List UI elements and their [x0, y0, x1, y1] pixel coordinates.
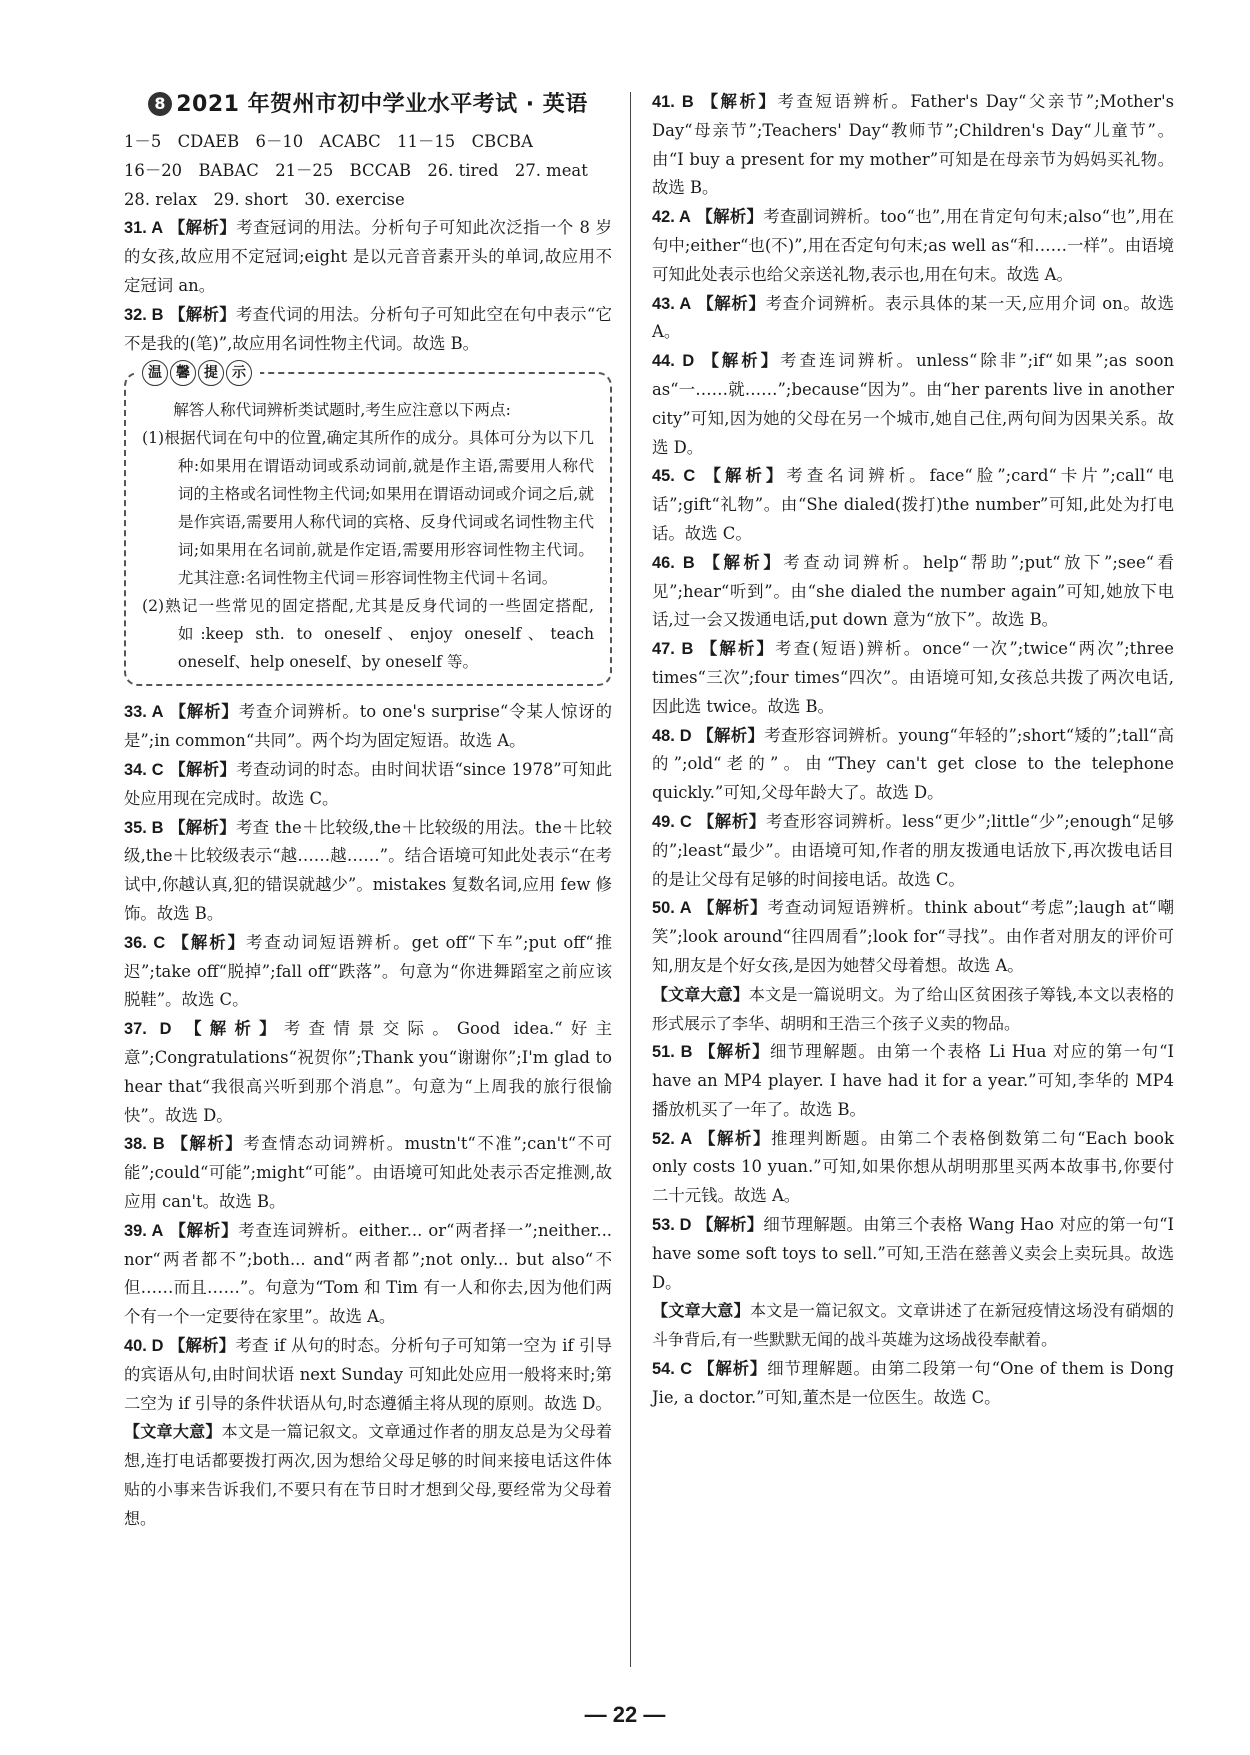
answer-explanation [652, 203, 1174, 289]
analysis-tag: 【解析】 [701, 92, 778, 111]
question-number: 36. C [124, 933, 166, 952]
analysis-tag: 【解析】 [704, 466, 787, 486]
explanation-text: 考查名词辨析。face“脸”;card“卡片”;call“电话”;gift“礼物”。由“She dialed(拨打)the number”可知,此处为打电话。故选 C。 [652, 466, 1175, 543]
analysis-tag: 【解析】 [703, 552, 784, 572]
question-number: 46. B [652, 553, 695, 572]
explanation-text: 考查情态动词辨析。mustn't“不准”;can't“不可能”;could“可能”;might“可能”。由语境可知此处表示否定推测,故应用 can't。故选 B。 [124, 1134, 612, 1211]
left-column [124, 88, 612, 1533]
column-divider [630, 92, 631, 1667]
explanation-text: 细节理解题。由第二段第一句“One of them is Dong Jie, a doctor.”可知,董杰是一位医生。故选 C。 [652, 1359, 1174, 1407]
answer-explanation [652, 347, 1174, 462]
explanation-text: 细节理解题。由第三个表格 Wang Hao 对应的第一句“I have some soft toys to sell.”可知,王浩在慈善义卖会上卖玩具。故选 D。 [652, 1215, 1174, 1292]
analysis-tag: 【解析】 [171, 1134, 244, 1154]
analysis-tag: 【解析】 [698, 1359, 768, 1379]
analysis-tag: 【解析】 [699, 1042, 770, 1062]
analysis-tag: 【解析】 [185, 1019, 284, 1039]
question-number: 31. A [124, 219, 164, 238]
tip-label: 温 馨 提 示 [136, 359, 260, 387]
explanation-text: 考查 the＋比较级,the＋比较级的用法。the＋比较级,the＋比较级表示“越……越……”。结合语境可知此处表示“在考试中,你越认真,犯的错误就越少”。mistakes 复数名词,应用 few 修饰。故选 B。 [124, 817, 613, 923]
explanation-text: 考查形容词辨析。young“年轻的”;short“矮的”;tall“高的”;old“老的”。由“They can't get close to the telephone quickly.”可知,父母年龄大了。故选 D。 [652, 725, 1174, 803]
answer-line: 16－20 BABAC 21－25 BCCAB 26. tired 27. meat [124, 160, 588, 180]
answer-explanation [652, 1038, 1174, 1124]
explanation-text: 细节理解题。由第一个表格 Li Hua 对应的第一句“I have an MP4 player. I have had it for a year.”可知,李华的 MP4 播放机买了一年了。故选 B。 [652, 1042, 1175, 1119]
explanation-text: 考查形容词辨析。less“更少”;little“少”;enough“足够的”;least“最少”。由语境可知,作者的朋友拨通电话放下,再次拨电话目的是让父母有足够的时间接电话。故选 C。 [652, 811, 1174, 889]
analysis-tag: 【解析】 [168, 218, 237, 238]
question-number: 43. A [652, 294, 692, 313]
tip-point: (1)根据代词在句中的位置,确定其所作的成分。具体可分为以下几种:如果用在谓语动词或系动词前,就是作主语,需要用人称代词的主格或名词性物主代词;如果用在谓语动词或介词之后,就是作宾语,需要用人称代词的宾格、反身代词或名词性物主代词;如果用在名词前,就是作定语,需要用形容词性物主代词。尤其注意:名词性物主代词＝形容词性物主代词＋名词。 [142, 429, 594, 588]
article-summary: 【文章大意】本文是一篇说明文。为了给山区贫困孩子筹钱,本文以表格的形式展示了李华、胡明和王浩三个孩子义卖的物品。 [652, 984, 1174, 1033]
right-column [652, 88, 1174, 1413]
explanation-text: 考查冠词的用法。分析句子可知此次泛指一个 8 岁的女孩,故应用不定冠词;eight 是以元音音素开头的单词,故应用不定冠词 an。 [124, 218, 613, 295]
analysis-tag: 【解析】 [169, 759, 237, 779]
answer-explanation [124, 756, 612, 814]
question-number: 48. D [652, 726, 692, 745]
explanation-text: 考查介词辨析。表示具体的某一天,应用介词 on。故选 A。 [652, 293, 1174, 342]
question-number: 39. A [124, 1221, 164, 1240]
analysis-tag: 【解析】 [168, 1335, 236, 1355]
analysis-tag: 【解析】 [697, 725, 765, 745]
explanation-text: 考查(短语)辨析。once“一次”;twice“两次”;three times“三次”;four times“四次”。由语境可知,女孩总共拨了两次电话,因此选 twice。故选 B。 [652, 639, 1175, 716]
tip-box [124, 365, 612, 686]
question-number: 50. A [652, 899, 692, 918]
question-number: 40. D [124, 1336, 164, 1355]
answer-explanation [652, 88, 1174, 203]
question-number: 51. B [652, 1043, 693, 1062]
analysis-tag: 【解析】 [697, 898, 768, 918]
analysis-tag: 【解析】 [696, 1215, 764, 1235]
explanation-text: 考查情景交际。Good idea.“好主意”;Congratulations“祝贺你”;Thank you“谢谢你”;I'm glad to hear that“我很高兴听到那个消息”。句意为“上周我的旅行很愉快”。故选 D。 [124, 1019, 613, 1125]
explanation-text: 考查动词短语辨析。think about“考虑”;laugh at“嘲笑”;look around“往四周看”;look for“寻找”。由作者对朋友的评价可知,朋友是个好女孩,是因为她替父母着想。故选 A。 [652, 898, 1174, 975]
explanation-text: 考查 if 从句的时态。分析句子可知第一空为 if 引导的宾语从句,由时间状语 next Sunday 可知此处应用一般将来时;第二空为 if 引导的条件状语从句,时态遵循主将从现的原则。故选 D。 [124, 1335, 612, 1413]
explanation-text: 考查动词短语辨析。get off“下车”;put off“推迟”;take off“脱掉”;fall off“跌落”。句意为“你进舞蹈室之前应该脱鞋”。故选 C。 [124, 932, 612, 1010]
explanation-text: 考查介词辨析。to one's surprise“令某人惊讶的是”;in common“共同”。两个均为固定短语。故选 A。 [124, 702, 612, 751]
question-number: 35. B [124, 818, 164, 837]
question-number: 42. A [652, 208, 691, 227]
answer-explanation [652, 549, 1174, 635]
answer-explanation [652, 462, 1174, 548]
explanation-text: 考查动词辨析。help“帮助”;put“放下”;see“看见”;hear“听到”。由“she dialed the number again”可知,她放下电话,过一会又拨通电话,put down 意为“放下”。故选 B。 [652, 552, 1174, 630]
question-number: 53. D [652, 1216, 692, 1235]
analysis-tag: 【解析】 [169, 702, 239, 722]
question-number: 34. C [124, 760, 164, 779]
explanation-text: 考查代词的用法。分析句子可知此空在句中表示“它不是我的(笔)”,故应用名词性物主代词。故选 B。 [124, 304, 612, 353]
explanation-text: 考查连词辨析。unless“除非”;if“如果”;as soon as“一……就……”;because“因为”。由“her parents live in another city”可知,因为她的父母在另一个城市,她自己住,两句间为因果关系。故选 D。 [652, 351, 1175, 457]
analysis-tag: 【解析】 [702, 351, 781, 371]
answer-explanation [652, 722, 1174, 808]
answer-explanation [652, 290, 1174, 348]
question-number: 45. C [652, 467, 696, 486]
analysis-tag: 【解析】 [696, 207, 764, 227]
question-number: 38. B [124, 1135, 165, 1154]
question-number: 44. D [652, 352, 695, 371]
tip-intro: 解答人称代词辨析类试题时,考生应注意以下两点: [173, 401, 511, 420]
answer-explanation [124, 814, 612, 929]
explanation-text: 考查连词辨析。either... or“两者择一”;neither... nor“两者都不”;both... and“两者都”;not only... but also“不但……而且……”。句意为“Tom 和 Tim 有一人和你去,因为他们两个有一个一定要待在家里”。故选 A。 [124, 1220, 613, 1327]
answer-explanation [652, 1211, 1174, 1297]
answer-explanation [124, 929, 612, 1015]
page-title [124, 88, 612, 122]
question-number: 37. D [124, 1020, 172, 1039]
explanation-text: 考查动词的时态。由时间状语“since 1978”可知此处应用现在完成时。故选 C。 [124, 759, 613, 808]
answer-explanation [652, 894, 1174, 980]
explanation-text: 推理判断题。由第二个表格倒数第二句“Each book only costs 10 yuan.”可知,如果你想从胡明那里买两本故事书,你要付二十元钱。故选 A。 [652, 1128, 1174, 1206]
analysis-tag: 【解析】 [169, 1220, 239, 1240]
answer-explanation [124, 301, 612, 359]
answer-explanation [124, 698, 612, 756]
question-number: 54. C [652, 1360, 693, 1379]
tip-point: (2)熟记一些常见的固定搭配,尤其是反身代词的一些固定搭配,如:keep sth. to oneself、enjoy oneself、teach oneself、help oneself、by oneself 等。 [142, 597, 594, 672]
title-text: 2021 年贺州市初中学业水平考试 · 英语 [176, 92, 588, 117]
analysis-tag: 【解析】 [169, 304, 236, 324]
explanation-text: 考查副词辨析。too“也”,用在肯定句句末;also“也”,用在句中;either“也(不)”,用在否定句句末;as well as“和……一样”。由语境可知此处表示也给父亲送礼物,表示也,用在句末。故选 A。 [652, 207, 1174, 284]
article-summary: 【文章大意】本文是一篇记叙文。文章讲述了在新冠疫情这场没有硝烟的斗争背后,有一些默默无闻的战斗英雄为这场战役奉献着。 [652, 1301, 1174, 1350]
question-number: 49. C [652, 812, 692, 831]
analysis-tag: 【解析】 [700, 639, 776, 659]
question-number: 52. A [652, 1129, 693, 1148]
analysis-tag: 【解析】 [172, 932, 247, 952]
analysis-tag: 【解析】 [697, 811, 766, 831]
answer-explanation [652, 1125, 1174, 1211]
question-number: 41. B [652, 93, 694, 111]
question-number: 32. B [124, 305, 164, 324]
question-number: 47. B [652, 640, 694, 659]
section-badge: 8 [148, 92, 172, 116]
answer-explanation [652, 1355, 1174, 1413]
answer-explanation [124, 1217, 612, 1332]
article-summary: 【文章大意】本文是一篇记叙文。文章通过作者的朋友总是为父母着想,连打电话都要拨打两次,因为想给父母足够的时间来接电话这件体贴的小事来告诉我们,不要只有在节日时才想到父母,要经常为父母着想。 [124, 1422, 612, 1528]
explanation-text: 考查短语辨析。Father's Day“父亲节”;Mother's Day“母亲节”;Teachers' Day“教师节”;Children's Day“儿童节”。由“I buy a present for my mother”可知是在母亲节为妈妈买礼物。故选 B。 [652, 92, 1174, 198]
answer-explanation [124, 214, 612, 300]
analysis-tag: 【解析】 [697, 293, 766, 313]
answer-explanation [652, 808, 1174, 894]
page-number: — 22 — [584, 1702, 666, 1727]
answer-explanation [124, 1015, 612, 1130]
analysis-tag: 【解析】 [169, 817, 236, 837]
answer-explanation [124, 1130, 612, 1216]
answer-line: 28. relax 29. short 30. exercise [124, 189, 405, 209]
answer-line: 1－5 CDAEB 6－10 ACABC 11－15 CBCBA [124, 132, 533, 151]
question-number: 33. A [124, 703, 164, 722]
analysis-tag: 【解析】 [699, 1128, 772, 1148]
answer-explanation [652, 635, 1174, 721]
answer-explanation [124, 1332, 612, 1418]
